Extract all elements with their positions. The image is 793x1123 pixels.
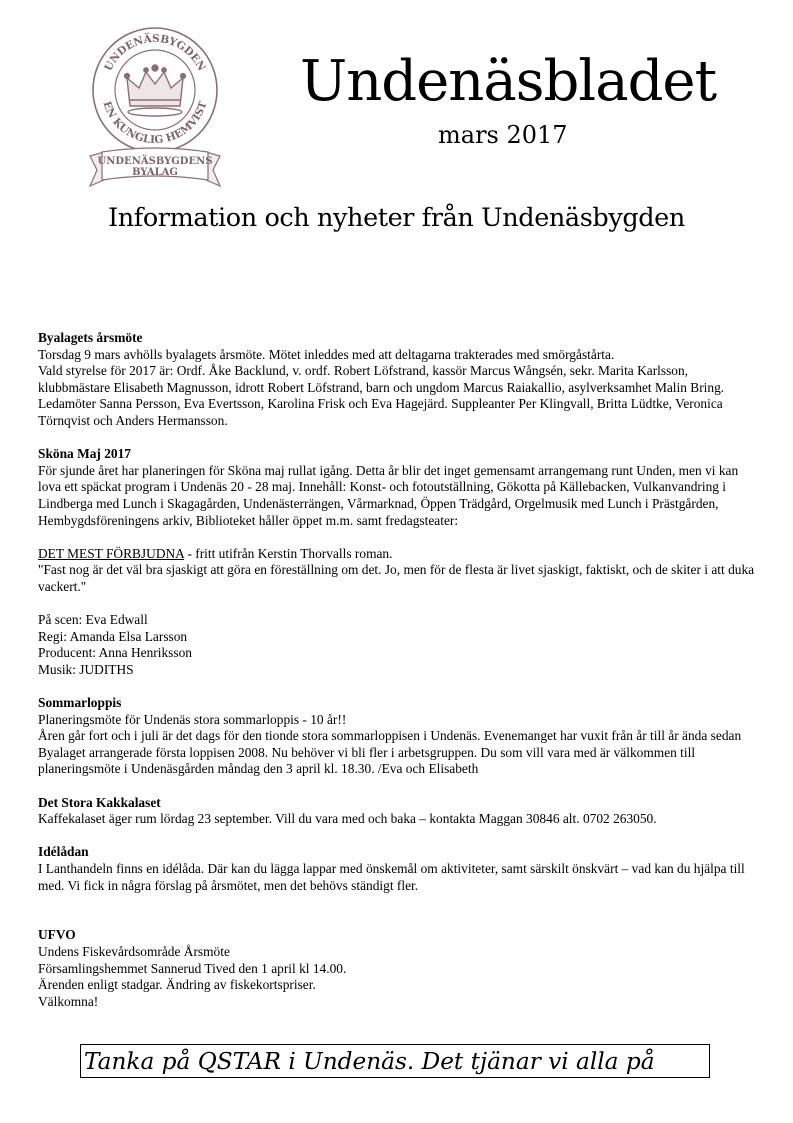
- crown-icon: [125, 65, 186, 116]
- section-skona-maj: [38, 446, 758, 678]
- logo-ribbon-line1: UNDENÄSBYGDENS: [97, 156, 213, 167]
- paragraph: Åren går fort och i juli är det dags för den tionde stora sommarloppisen i Undenäs. Evenemanget har vuxit från år till år ända sedan Byalaget arrangerade första loppisen 2008. Nu behöver vi bli fler i arbetsgruppen. Du som vill vara med är välkommen till planeringsmöte i Undenäsgården måndag den 3 april kl. 18.30. /Eva och Elisabeth: [38, 728, 742, 777]
- section-sommarloppis: [38, 695, 758, 778]
- cast-line: Producent: Anna Henriksson: [38, 645, 192, 661]
- paragraph: Torsdag 9 mars avhölls byalagets årsmöte. Mötet inleddes med att deltagarna trakterades med smörgåstårta.: [38, 346, 615, 362]
- paragraph: Vald styrelse för 2017 är: Ordf. Åke Backlund, v. ordf. Robert Löfstrand, kassör Marcus Wångsén, sekr. Marita Karlsson, klubbmästare Elisabeth Magnusson, idrott Robert Löfstrand, barn och ungdom Marcus Raiakallio, asylverksamhet Malin Bring. Ledamöter Sanna Persson, Eva Evertsson, Karolina Frisk och Eva Hagejärd. Suppleanter Per Klingvall, Britta Lüdtke, Veronica Törnqvist och Anders Hermansson.: [38, 363, 725, 428]
- section-arsmote: [38, 330, 758, 430]
- paragraph: Ärenden enligt stadgar. Ändring av fiskekortspriser.: [38, 977, 316, 993]
- issue-date: mars 2017: [438, 121, 568, 149]
- play-line: [38, 546, 758, 563]
- section-heading: Byalagets årsmöte: [38, 330, 143, 345]
- section-kakkalaset: [38, 795, 758, 828]
- section-heading: Sköna Maj 2017: [38, 446, 132, 462]
- byalag-logo: [80, 20, 230, 196]
- logo-ribbon-line2: BYALAG: [132, 167, 178, 178]
- paragraph: Planeringsmöte för Undenäs stora sommarloppis - 10 år!!: [38, 711, 347, 727]
- section-heading: UFVO: [38, 927, 76, 943]
- logo-ring-top-text: UNDENÄSBYGDEN: [102, 32, 208, 74]
- paragraph: Välkomna!: [38, 993, 99, 1009]
- paragraph: Kaffekalaset äger rum lördag 23 september. Vill du vara med och baka – kontakta Maggan 30846 alt. 0702 263050.: [38, 811, 657, 827]
- cast-line: Musik: JUDITHS: [38, 661, 134, 677]
- paragraph: I Lanthandeln finns en idélåda. Där kan du lägga lappar med önskemål om aktiviteter, samt särskilt önskvärt – vad kan du hjälpa till med. Vi fick in några förslag på årsmötet, men det behövs ständigt fler.: [38, 861, 745, 893]
- section-ufvo: [38, 927, 758, 1010]
- qstar-banner: Tanka på QSTAR i Undenäs. Det tjänar vi alla på: [80, 1044, 710, 1078]
- logo-ring-bottom-text: EN KUNGLIG HEMVIST: [100, 99, 210, 147]
- section-idelada: [38, 844, 758, 894]
- cast-line: Regi: Amanda Elsa Larsson: [38, 628, 188, 644]
- paragraph: Församlingshemmet Sannerud Tived den 1 april kl 14.00.: [38, 960, 347, 976]
- section-heading: Det Stora Kakkalaset: [38, 794, 161, 810]
- paragraph: För sjunde året har planeringen för Sköna maj rullat igång. Detta år blir det inget gemensamt arrangemang runt Unden, men vi kan lova ett späckat program i Undenäs 20 - 28 maj. Innehåll: Konst- och fotoutställning, Gökotta på Källebacken, Vulkanvandring i Lindberga med Lunch i Skagagården, Undenästerrängen, Vårmarknad, Öppen Trädgård, Orgelmusik med Lunch i Prästgården, Hembygdsföreningens arkiv, Biblioteket håller öppet m.m. samt fredagsteater:: [38, 462, 739, 528]
- section-heading: Sommarloppis: [38, 695, 122, 711]
- cast-line: På scen: Eva Edwall: [38, 612, 148, 628]
- section-heading: Idélådan: [38, 844, 89, 860]
- newsletter-subtitle: Information och nyheter från Undenäsbygden: [108, 203, 685, 233]
- play-title-link[interactable]: DET MEST FÖRBJUDNA: [38, 545, 185, 561]
- play-quote: "Fast nog är det väl bra sjaskigt att göra en föreställning om det. Jo, men för de flesta är livet sjaskigt, faktiskt, och de skiter i att duka vackert.": [38, 562, 755, 594]
- newsletter-title: Undenäsbladet: [300, 49, 717, 114]
- newsletter-body: [38, 330, 758, 1027]
- paragraph: Undens Fiskevårdsområde Årsmöte: [38, 943, 230, 959]
- play-suffix: - fritt utifrån Kerstin Thorvalls roman.: [184, 545, 393, 561]
